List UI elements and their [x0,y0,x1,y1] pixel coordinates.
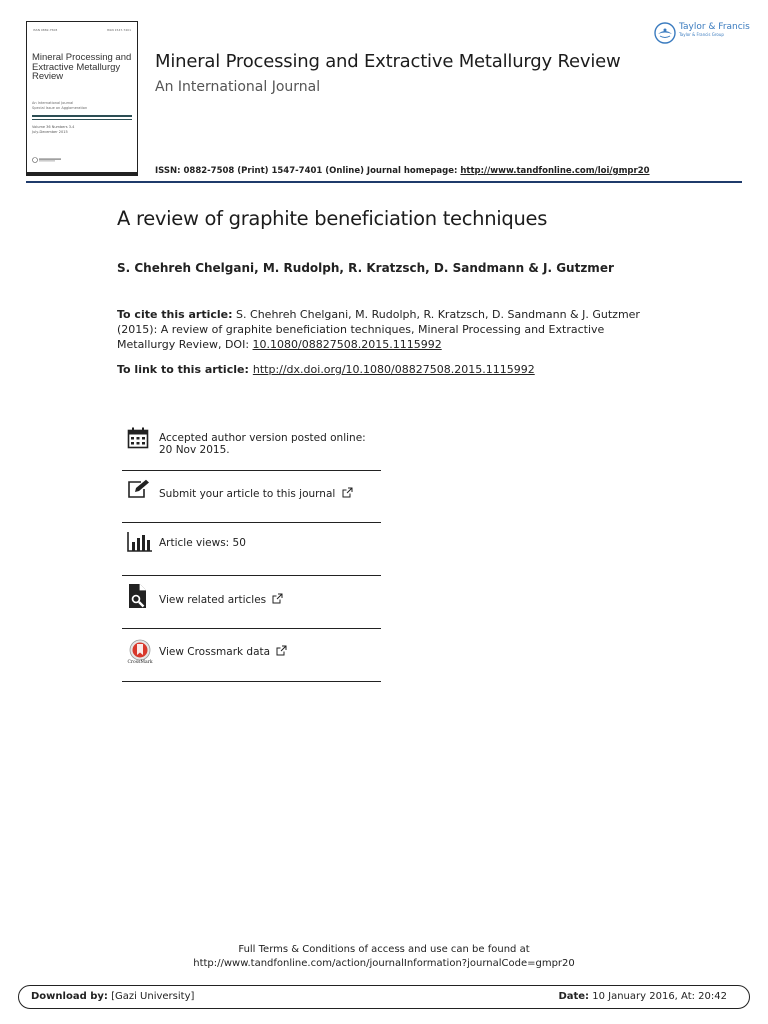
publisher-name: Taylor & Francis [679,22,750,32]
journal-cover-image [26,21,138,176]
external-link-icon [276,645,287,656]
bar-chart-icon [127,532,153,552]
cover-volume-line: Volume 36 Numbers 3-4 [32,125,75,129]
date-value: 10 January 2016, At: 20:42 [589,991,727,1002]
submit-text: Submit your article to this journal [159,488,336,500]
divider [122,628,381,629]
publisher-logo[interactable] [654,22,750,44]
divider [122,522,381,523]
cover-issn-print: ISSN 0882-7508 [33,28,58,32]
crossmark-text: View Crossmark data [159,646,271,658]
crossmark-label: CrossMark [127,660,153,665]
related-articles-icon [127,583,149,609]
cover-bottom-bar [27,172,137,175]
download-by [31,991,194,1002]
accepted-text: Accepted author version posted online: 20 Nov 2015. [159,432,366,456]
cover-issn-online: ISSN 1547-7401 [106,28,131,32]
citation-doi-link[interactable]: 10.1080/08827508.2015.1115992 [252,338,442,351]
cover-rule [32,119,132,120]
terms-footer [0,943,768,971]
issn-text: ISSN: 0882-7508 (Print) 1547-7401 (Online) Journal homepage: [155,166,461,176]
download-label: Download by: [31,991,108,1002]
edit-icon [127,479,151,499]
cover-volume-line: July-December 2015 [32,129,68,134]
cover-subtitle [32,101,132,110]
divider [122,575,381,576]
cover-subtitle-line: An International Journal [32,101,74,105]
crossmark-link[interactable] [159,645,287,658]
cover-top-bar [33,28,131,32]
download-info-bar [18,985,750,1009]
external-link-icon [272,593,283,604]
publisher-group: Taylor & Francis Group [679,32,724,37]
cover-subtitle-line: Special Issue on Agglomeration [32,105,88,110]
date-label: Date: [558,991,590,1002]
divider [122,470,381,471]
download-value: [Gazi University] [107,991,195,1002]
citation-label: To cite this article: [117,308,233,321]
header-divider [26,181,742,183]
publisher-logo-icon [654,22,676,44]
cover-rule [32,115,132,117]
terms-url[interactable]: http://www.tandfonline.com/action/journalInformation?journalCode=gmpr20 [193,958,575,969]
article-doi-link[interactable]: http://dx.doi.org/10.1080/08827508.2015.1115992 [252,363,535,376]
external-link-icon [342,487,353,498]
journal-subtitle: An International Journal [155,79,321,95]
link-label: To link to this article: [117,363,249,376]
cover-title: Mineral Processing and Extractive Metallurgy Review [32,52,132,82]
submit-link[interactable] [159,487,353,500]
calendar-icon [127,427,149,449]
related-text: View related articles [159,594,267,606]
article-title: A review of graphite beneficiation techniques [117,207,548,230]
download-date [558,991,727,1002]
cover-volume [32,125,132,134]
views-text: Article views: 50 [159,537,246,549]
article-authors: S. Chehreh Chelgani, M. Rudolph, R. Kratzsch, D. Sandmann & J. Gutzmer [117,261,614,275]
citation-block [117,307,647,352]
citation-text: S. Chehreh Chelgani, M. Rudolph, R. Kratzsch, D. Sandmann & J. Gutzmer (2015): A review of graphite beneficiation techniques, Mineral Processing and Extractive Metallurgy Review, DOI: [117,308,640,351]
journal-title[interactable]: Mineral Processing and Extractive Metallurgy Review [155,51,621,72]
link-block [117,363,535,376]
issn-line [155,166,650,176]
divider [122,681,381,682]
journal-homepage-link[interactable]: http://www.tandfonline.com/loi/gmpr20 [460,166,650,176]
terms-line: Full Terms & Conditions of access and use can be found at [238,944,530,955]
cover-publisher-logo-icon [32,157,72,163]
related-link[interactable] [159,593,283,606]
